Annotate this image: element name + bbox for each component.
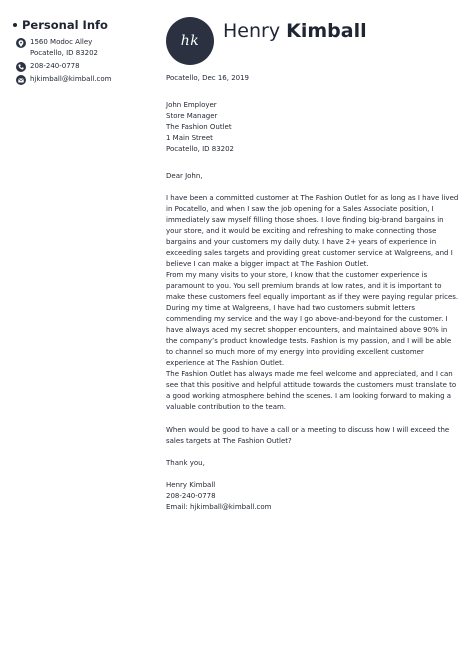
closing-block (166, 458, 460, 469)
first-name: Henry (223, 20, 281, 42)
envelope-icon (16, 75, 26, 85)
recipient-city: Pocatello, ID 83202 (166, 145, 235, 153)
recipient-street: 1 Main Street (166, 134, 213, 142)
address-text (30, 37, 98, 59)
phone-icon (16, 62, 26, 72)
date-line: Pocatello, Dec 16, 2019 (166, 74, 250, 82)
candidate-name (223, 20, 367, 42)
recipient-title: Store Manager (166, 112, 218, 120)
address-line-1: 1560 Modoc Alley (30, 38, 93, 46)
sidebar (0, 0, 150, 670)
recipient-company: The Fashion Outlet (166, 123, 232, 131)
body-paragraph: I have been a committed customer at The Fashion Outlet for as long as I have lived in Pocatello, and when I saw the job opening for a Sales Associate position, I immediately saw myself filling those shoes. I love finding big-brand bargains in your store, and it would be exciting and refreshing to make connecting those bargains and your customers my daily duty. I have 2+ years of experience in exceeding sales targets and providing great customer service at Walgreens, and I believe I can make a bigger impact at The Fashion Outlet. (166, 194, 459, 268)
letter-date (166, 73, 460, 84)
monogram-badge (166, 17, 214, 65)
recipient-block (166, 100, 460, 155)
contact-email (16, 74, 111, 85)
paragraph-2 (166, 270, 460, 369)
personal-info-title: Personal Info (22, 18, 108, 32)
body-paragraph: When would be good to have a call or a meeting to discuss how I will exceed the sales targets at The Fashion Outlet? (166, 426, 450, 445)
paragraph-1 (166, 193, 460, 270)
body-paragraph: From my many visits to your store, I know that the customer experience is paramount to you. You sell premium brands at low rates, and it is important to make these customers feel equally important as if they were paying regular prices. During my time at Walgreens, I have had two customers submit letters commending my service and the way I go above-and-beyond for the customer. I have always aced my secret shopper encounters, and maintained above 90% in the company’s product knowledge tests. Fashion is my passion, and I will be able to channel so much more of my energy into providing excellent customer experience at The Fashion Outlet. (166, 271, 459, 367)
address-line-2: Pocatello, ID 83202 (30, 49, 99, 57)
location-pin-icon (16, 38, 26, 48)
body-paragraph: The Fashion Outlet has always made me feel welcome and appreciated, and I can see that this positive and helpful attitude towards the customers must translate to a good working atmosphere behind the scenes. I am looking forward to making a valuable contribution to the team. (166, 370, 457, 411)
monogram-initials: hk (180, 33, 200, 49)
phone-text[interactable]: 208-240-0778 (30, 62, 80, 70)
signature-block (166, 480, 460, 513)
paragraph-4 (166, 425, 460, 447)
last-name: Kimball (286, 20, 367, 42)
signature-name: Henry Kimball (166, 481, 216, 489)
contact-address (16, 37, 98, 59)
bullet-dot-icon (13, 23, 17, 27)
greeting: Dear John, (166, 172, 203, 180)
contact-phone (16, 61, 80, 72)
personal-info-heading (13, 18, 108, 32)
recipient-name: John Employer (166, 101, 217, 109)
greeting-block (166, 171, 460, 182)
email-link[interactable]: hjkimball@kimball.com (30, 75, 112, 83)
signature-phone[interactable]: 208-240-0778 (166, 492, 216, 500)
closing: Thank you, (166, 459, 205, 467)
signature-email[interactable]: Email: hjkimball@kimball.com (166, 503, 272, 511)
paragraph-3 (166, 369, 460, 413)
